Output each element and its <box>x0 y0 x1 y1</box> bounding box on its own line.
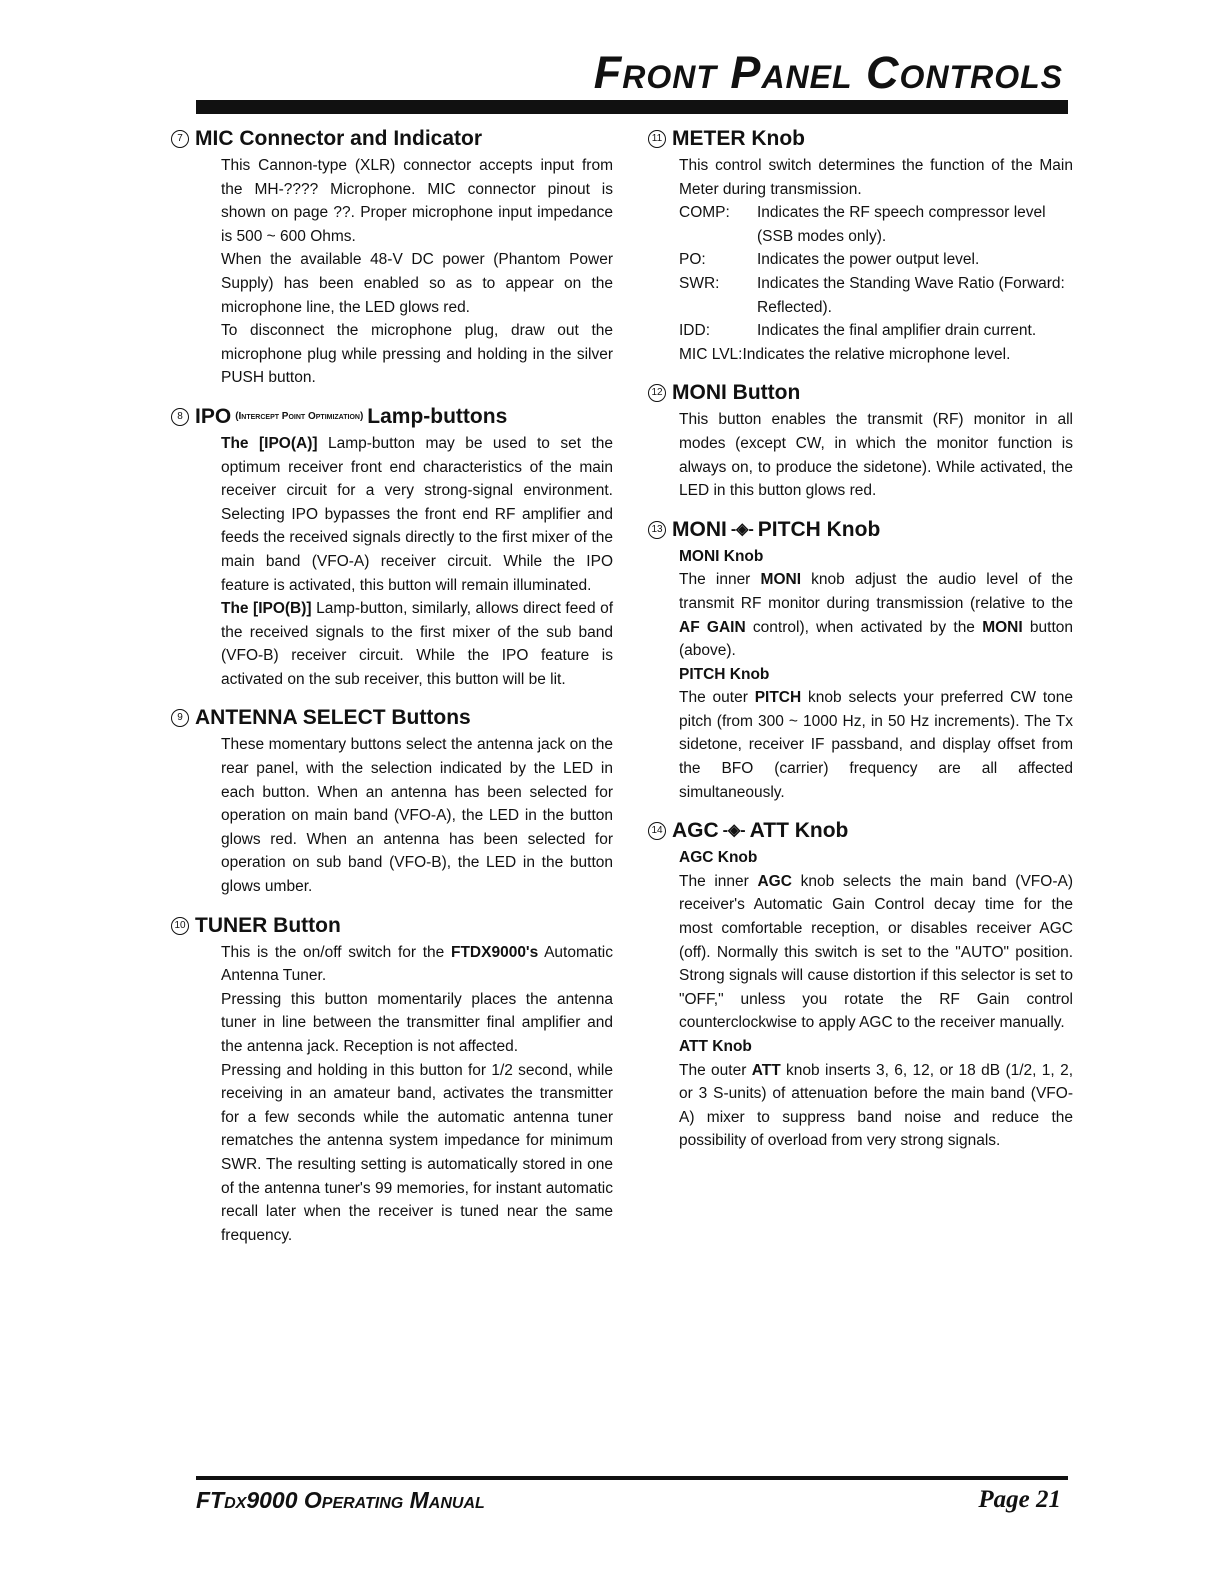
section-body <box>679 154 1073 366</box>
paragraph-text: knob selects your preferred CW tone pitch (from 300 ~ 1000 Hz, in 50 Hz increments). The Tx sidetone, receiver IF passband, and display offset from the BFO (carrier) frequency are all affected simultaneously. <box>679 689 1073 801</box>
definition-key: COMP: <box>679 204 730 222</box>
page-title: Front Panel Controls <box>593 47 1063 98</box>
model-name: FTDX9000's <box>450 943 539 961</box>
paragraph-text: knob adjust the audio level of the transmit RF monitor during transmission (relative to the <box>679 571 1073 612</box>
section-antenna-select <box>171 705 613 898</box>
section-mic-connector <box>171 126 613 390</box>
section-title: AGC <box>672 819 719 843</box>
control-name: AF GAIN <box>679 618 746 636</box>
footer-rule <box>196 1476 1068 1480</box>
section-heading <box>648 818 1073 844</box>
section-title: ANTENNA SELECT Buttons <box>195 706 471 730</box>
definition-value: Indicates the RF speech compressor level (SSB modes only). <box>757 204 1046 245</box>
subheading: MONI Knob <box>679 547 764 565</box>
paragraph: This button enables the transmit (RF) monitor in all modes (except CW, in which the monitor function is always on, to produce the sidetone). While activated, the LED in this button glows red. <box>679 411 1073 500</box>
subheading: AGC Knob <box>679 849 758 867</box>
paragraph <box>679 568 1073 662</box>
control-name: ATT <box>751 1061 781 1079</box>
control-name: AGC <box>757 872 792 890</box>
left-column <box>171 126 613 1261</box>
section-title: MONI <box>672 517 727 541</box>
section-title-suffix: ATT Knob <box>749 819 849 843</box>
right-column <box>648 126 1073 1167</box>
concentric-knob-icon: -◈- <box>722 822 746 840</box>
paragraph: When the available 48-V DC power (Phantom Power Supply) has been enabled so as to appear on the microphone line, the LED glows red. <box>221 251 613 316</box>
section-heading <box>171 126 613 152</box>
section-heading <box>171 913 613 939</box>
paragraph-text: knob inserts 3, 6, 12, or 18 dB (1/2, 1, 2, or 3 S-units) of attenuation before the main band (VFO-A) mixer to suppress band noise and reduce the possibility of overload from very strong signals. <box>679 1061 1073 1150</box>
section-body <box>221 432 613 692</box>
section-body <box>679 846 1073 1153</box>
paragraph-text: Lamp-button, similarly, allows direct feed of the received signals to the first mixer of the sub band (VFO-B) receiver circuit. While the IPO feature is activated on the sub receiver, this button will be lit. <box>221 600 614 688</box>
footer-manual-title: FTdx9000 Operating Manual <box>196 1487 485 1513</box>
section-number: 13 <box>648 521 666 539</box>
section-title: MIC Connector and Indicator <box>195 127 483 150</box>
paragraph: This control switch determines the function of the Main Meter during transmission. <box>679 157 1073 198</box>
paragraph: This Cannon-type (XLR) connector accepts input from the MH-???? Microphone. MIC connector pinout is shown on page ??. Proper microphone input impedance is 500 ~ 600 Ohms. <box>221 157 613 245</box>
definition-row <box>679 272 1073 319</box>
paragraph-text: Lamp-button may be used to set the optimum receiver front end characteristics of the main receiver circuit for a very strong-signal environment. Selecting IPO bypasses the front end RF amplifier and feeds the received signals directly to the first mixer of the main band (VFO-A) receiver circuit. While the IPO feature is activated, this button will remain illuminated. <box>221 434 613 594</box>
control-name: PITCH <box>754 689 802 707</box>
section-number: 10 <box>171 917 189 935</box>
section-number: 11 <box>648 130 666 148</box>
section-moni-button <box>648 380 1073 502</box>
section-title: TUNER Button <box>195 913 341 937</box>
section-heading <box>171 705 613 731</box>
subheading: ATT Knob <box>679 1038 752 1055</box>
paragraph-text: control), when activated by the <box>745 618 983 636</box>
key-label: The [IPO(B)] <box>221 600 312 618</box>
section-body <box>679 408 1073 502</box>
control-name: MONI <box>982 618 1023 636</box>
definition-value: Indicates the power output level. <box>757 251 980 269</box>
footer-page-number: Page 21 <box>978 1486 1061 1513</box>
definition-row <box>679 201 1073 248</box>
section-number: 14 <box>648 822 666 840</box>
definition-value: Indicates the Standing Wave Ratio (Forward: Reflected). <box>757 274 1065 316</box>
paragraph <box>221 597 613 691</box>
control-name: MONI <box>760 571 801 589</box>
definition-key: PO: <box>679 251 706 269</box>
subheading: PITCH Knob <box>679 665 770 683</box>
definition-key: IDD: <box>679 322 710 340</box>
paragraph-text: This is the on/off switch for the <box>221 943 451 961</box>
section-body <box>221 941 613 1248</box>
paragraph-text: The outer <box>679 689 755 707</box>
section-title: MONI Button <box>672 381 801 405</box>
paragraph: Pressing this button momentarily places the antenna tuner in line between the transmitter final amplifier and the antenna jack. Reception is not affected. <box>221 990 613 1055</box>
paragraph: To disconnect the microphone plug, draw out the microphone plug while pressing and holding in the silver PUSH button. <box>221 322 613 387</box>
section-body <box>221 154 613 390</box>
paragraph: These momentary buttons select the antenna jack on the rear panel, with the selection indicated by the LED in each button. When an antenna has been selected for operation on main band (VFO-A), the LED in the button glows red. When an antenna has been selected for operation on sub band (VFO-B), the LED in the button glows umber. <box>221 736 613 896</box>
section-meter-knob <box>648 126 1073 366</box>
paragraph <box>679 1059 1073 1153</box>
section-body <box>679 545 1073 805</box>
paragraph-text: The inner <box>679 571 761 589</box>
section-agc-att-knob <box>648 818 1073 1153</box>
definition-key: SWR: <box>679 274 720 292</box>
paragraph-text: Automatic Antenna Tuner. <box>221 943 613 985</box>
section-heading <box>648 517 1073 543</box>
section-heading <box>171 404 613 430</box>
paragraph: Pressing and holding in this button for 1/2 second, while receiving in an amateur band, activates the transmitter for a few seconds while the automatic antenna tuner rematches the antenna system impedance for minimum SWR. The resulting setting is automatically stored in one of the antenna tuner's 99 memories, for instant automatic recall later when the receiver is tuned near the same frequency. <box>221 1061 613 1244</box>
section-heading <box>648 380 1073 406</box>
section-ipo-buttons <box>171 404 613 692</box>
header-rule <box>196 100 1068 114</box>
paragraph-text: knob selects the main band (VFO-A) receiver's Automatic Gain Control decay time for the most comfortable reception, or disables receiver AGC (off). Normally this switch is set to the "AUTO" position. Strong signals will cause distortion if this selector is set to "OFF," unless you rotate the RF Gain control counterclockwise to apply AGC to the receiver manually. <box>679 872 1073 1032</box>
paragraph-text: The outer <box>679 1061 752 1079</box>
definition-row <box>679 319 1073 343</box>
section-number: 12 <box>648 384 666 402</box>
section-number: 8 <box>171 408 189 426</box>
section-title: METER Knob <box>672 127 805 150</box>
paragraph <box>679 870 1073 1035</box>
meter-definitions <box>679 201 1073 343</box>
section-tuner-button <box>171 913 613 1248</box>
paragraph-text: button (above). <box>679 618 1074 660</box>
definition-value: Indicates the final amplifier drain current. <box>757 322 1037 340</box>
concentric-knob-icon: -◈- <box>730 520 754 538</box>
section-moni-pitch-knob <box>648 517 1073 805</box>
key-label: The [IPO(A)] <box>221 434 318 452</box>
section-title-suffix: Lamp-buttons <box>367 404 508 428</box>
paragraph <box>221 432 613 597</box>
section-number: 9 <box>171 709 189 727</box>
section-title-subtext: (Intercept Point Optimization) <box>235 410 364 422</box>
section-title-suffix: PITCH Knob <box>757 517 881 541</box>
section-number: 7 <box>171 130 189 148</box>
paragraph-text: The inner <box>679 872 758 890</box>
section-heading <box>648 126 1073 152</box>
paragraph <box>679 686 1073 804</box>
section-body <box>221 733 613 898</box>
section-title: IPO <box>195 404 232 428</box>
paragraph: MIC LVL:Indicates the relative microphone level. <box>679 345 1011 363</box>
definition-row <box>679 248 1073 272</box>
paragraph <box>221 941 613 988</box>
